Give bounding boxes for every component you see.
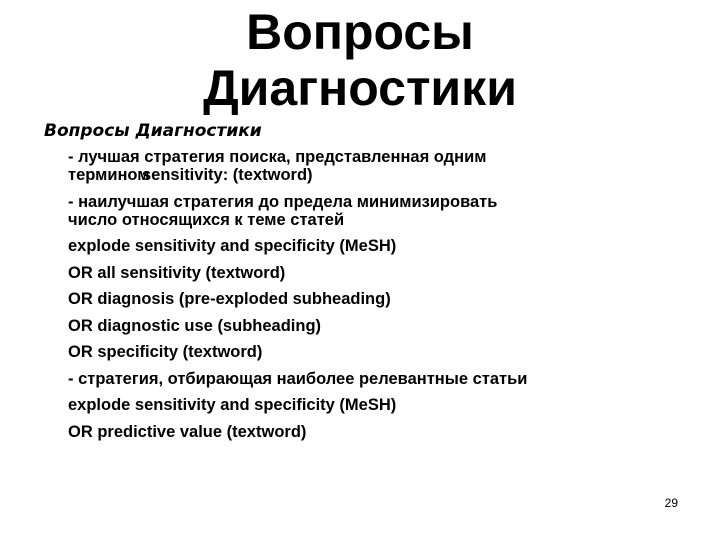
content-line: OR specificity (textword)	[68, 343, 263, 361]
content-line: explode sensitivity and specificity (MeSH)	[68, 237, 397, 255]
content-line-text: термином	[68, 166, 150, 184]
content-line: explode sensitivity and specificity (MeSH)	[68, 396, 397, 414]
page-number: 29	[664, 496, 678, 510]
section-heading: Вопросы Диагностики	[44, 121, 262, 141]
content-line: OR diagnostic use (subheading)	[68, 316, 322, 335]
content-line-text: - наилучшая стратегия до предела минимизировать	[68, 192, 498, 211]
slide-title-line-2: Диагностики	[203, 60, 517, 116]
content-line	[68, 193, 698, 229]
content-line	[68, 148, 698, 184]
content-line: OR all sensitivity (textword)	[68, 263, 286, 282]
slide-content	[68, 148, 698, 449]
content-line-text: sensitivity: (textword)	[142, 166, 313, 184]
slide-title	[0, 4, 720, 116]
slide-title-line-1: Вопросы	[246, 4, 474, 60]
content-line: OR diagnosis (pre-exploded subheading)	[68, 290, 391, 308]
content-line: - стратегия, отбирающая наиболее релевантные статьи	[68, 369, 528, 388]
content-line-text: число относящихся к теме статей	[68, 210, 345, 229]
content-line-text: - лучшая стратегия поиска, представленная одним	[68, 148, 487, 166]
content-line: OR predictive value (textword)	[68, 422, 307, 441]
